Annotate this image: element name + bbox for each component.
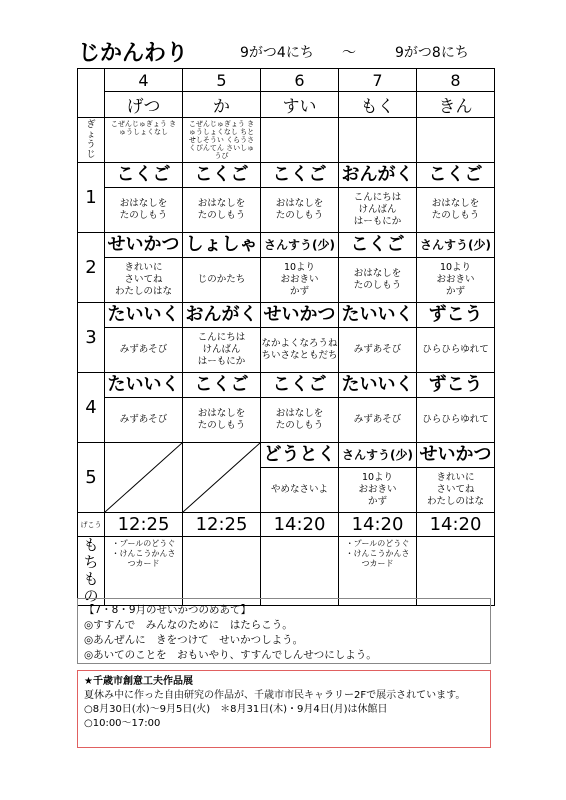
morning-note: こぜんじゅぎょう きゅうしょくなし ちとせしそうい くらうさくぴんてん さいしゅうび <box>183 118 261 163</box>
period-number: 5 <box>78 443 105 513</box>
lesson-description <box>105 188 182 232</box>
label-char: の <box>83 587 99 605</box>
lesson-description <box>261 258 338 302</box>
day-name: か <box>183 92 261 118</box>
diagonal-strike <box>183 443 260 512</box>
belongings-cell <box>417 537 495 606</box>
day-number: 5 <box>183 69 261 92</box>
description-line: みずあそび <box>119 344 168 355</box>
lesson-description <box>417 468 494 512</box>
dismissal-time: 14:20 <box>261 513 339 537</box>
description-line: こんにちは <box>197 332 246 343</box>
lesson-description <box>105 328 182 372</box>
subject-name: せいかつ <box>417 443 494 468</box>
subject-name: たいいく <box>105 303 182 328</box>
belonging-item: ・プールのどうぐ <box>345 539 410 548</box>
lesson-cell <box>105 163 183 233</box>
lesson-cell <box>183 373 261 443</box>
label-char: ょ <box>86 130 96 140</box>
description-line: きれいに <box>124 262 163 273</box>
belongings-cell <box>105 537 183 606</box>
lesson-description <box>105 398 182 442</box>
belongings-row <box>78 537 495 606</box>
lesson-cell <box>183 163 261 233</box>
description-line: みずあそび <box>353 344 402 355</box>
empty-slot <box>183 443 261 513</box>
description-line: おはなしを <box>275 408 324 419</box>
timetable <box>77 68 495 606</box>
description-line: たのしもう <box>431 210 480 221</box>
subject-name: さんすう(少) <box>417 233 494 258</box>
lesson-cell <box>417 373 495 443</box>
period-row <box>78 373 495 443</box>
description-line: たのしもう <box>275 210 324 221</box>
description-line: けんばん <box>202 344 241 355</box>
subject-name: ずこう <box>417 303 494 328</box>
description-line: わたしのはな <box>114 286 172 297</box>
day-name: きん <box>417 92 495 118</box>
day-name: げつ <box>105 92 183 118</box>
subject-name: どうとく <box>261 443 338 468</box>
lesson-description <box>339 188 416 232</box>
description-line: かず <box>367 496 387 507</box>
dismissal-row <box>78 513 495 537</box>
description-line: おはなしを <box>197 198 246 209</box>
day-name: もく <box>339 92 417 118</box>
lesson-cell <box>183 303 261 373</box>
morning-row <box>78 118 495 163</box>
label-char: う <box>86 140 96 150</box>
subject-name: おんがく <box>183 303 260 328</box>
description-line: たのしもう <box>275 420 324 431</box>
lesson-cell <box>417 443 495 513</box>
corner-cell <box>78 69 105 118</box>
lesson-cell <box>339 163 417 233</box>
dismissal-time: 12:25 <box>105 513 183 537</box>
description-line: なかよくなろうね <box>261 338 338 349</box>
date-range-start: 9がつ4にち <box>240 45 314 61</box>
lesson-description <box>183 258 260 302</box>
belongings-cell <box>339 537 417 606</box>
subject-name: こくご <box>339 233 416 258</box>
lesson-description <box>183 328 260 372</box>
description-line: おおきい <box>280 274 319 285</box>
lesson-cell <box>417 163 495 233</box>
description-line: こんにちは <box>353 192 402 203</box>
notice-line: ○10:00～17:00 <box>84 718 161 729</box>
description-line: おおきい <box>436 274 475 285</box>
morning-note: こぜんじゅぎょう きゅうしょくなし <box>105 118 183 163</box>
subject-name: たいいく <box>105 373 182 398</box>
description-line: かず <box>289 286 309 297</box>
day-number-row <box>78 69 495 92</box>
lesson-description <box>261 398 338 442</box>
subject-name: こくご <box>183 163 260 188</box>
description-line: はーもにか <box>353 216 402 227</box>
description-line: たのしもう <box>197 210 246 221</box>
description-line: わたしのはな <box>426 496 484 507</box>
lesson-description <box>417 328 494 372</box>
lesson-cell <box>339 373 417 443</box>
date-range-separator: ～ <box>342 45 356 61</box>
description-line: たのしもう <box>119 210 168 221</box>
description-line: やめなさいよ <box>270 484 328 495</box>
day-number: 7 <box>339 69 417 92</box>
belonging-item: ・けんこうかんさつカード <box>111 549 176 568</box>
goals-line: ◎あいてのことを おもいやり、すすんでしんせつにしよう。 <box>84 649 377 661</box>
period-number: 4 <box>78 373 105 443</box>
lesson-description <box>417 398 494 442</box>
subject-name: たいいく <box>339 373 416 398</box>
subject-name: こくご <box>261 373 338 398</box>
description-line: さいてね <box>436 484 475 495</box>
day-name: すい <box>261 92 339 118</box>
subject-name: こくご <box>417 163 494 188</box>
subject-name: ずこう <box>417 373 494 398</box>
empty-slot <box>105 443 183 513</box>
lesson-cell <box>183 233 261 303</box>
subject-name: おんがく <box>339 163 416 188</box>
lesson-cell <box>417 303 495 373</box>
day-name-row <box>78 92 495 118</box>
description-line: みずあそび <box>353 414 402 425</box>
label-char: ち <box>83 553 99 571</box>
subject-name: さんすう(少) <box>261 233 338 258</box>
subject-name: たいいく <box>339 303 416 328</box>
belonging-item: ・けんこうかんさつカード <box>345 549 410 568</box>
description-line: 10より <box>361 472 394 483</box>
description-line: はーもにか <box>197 356 246 367</box>
morning-note <box>417 118 495 163</box>
lesson-cell <box>105 303 183 373</box>
goals-line: ◎すすんで みんなのために はたらこう。 <box>84 619 293 631</box>
lesson-description <box>417 188 494 232</box>
description-line: おはなしを <box>431 198 480 209</box>
lesson-cell <box>261 303 339 373</box>
period-number: 3 <box>78 303 105 373</box>
notice-line: ○8月30日(水)～9月5日(火) ＊8月31日(木)・9月4日(月)は休館日 <box>84 704 388 715</box>
lesson-cell <box>261 443 339 513</box>
label-char: ぎ <box>86 120 96 130</box>
belongings-cell <box>261 537 339 606</box>
lesson-description <box>261 328 338 372</box>
day-number: 6 <box>261 69 339 92</box>
period-row <box>78 443 495 513</box>
lesson-cell <box>339 443 417 513</box>
subject-name: せいかつ <box>261 303 338 328</box>
morning-note <box>261 118 339 163</box>
page-title: じかんわり <box>78 41 189 66</box>
lesson-description <box>105 258 182 302</box>
label-char: じ <box>86 150 96 160</box>
subject-name: こくご <box>261 163 338 188</box>
lesson-description <box>417 258 494 302</box>
description-line: おはなしを <box>197 408 246 419</box>
lesson-description <box>183 188 260 232</box>
lesson-description <box>339 328 416 372</box>
lesson-description <box>261 188 338 232</box>
lesson-cell <box>105 373 183 443</box>
day-number: 4 <box>105 69 183 92</box>
belongings-cell <box>183 537 261 606</box>
notice-line: 夏休み中に作った自由研究の作品が、千歳市市民キャラリー2Fで展示されています。 <box>84 690 466 701</box>
day-number: 8 <box>417 69 495 92</box>
lesson-description <box>339 468 416 512</box>
dismissal-time: 12:25 <box>183 513 261 537</box>
description-line: きれいに <box>436 472 475 483</box>
subject-name: さんすう(少) <box>339 443 416 468</box>
label-char: も <box>83 570 99 588</box>
description-line: 10より <box>283 262 316 273</box>
subject-name: こくご <box>183 373 260 398</box>
goals-line: ◎あんぜんに きをつけて せいかつしよう。 <box>84 634 304 646</box>
notice-box <box>77 670 491 748</box>
description-line: おはなしを <box>275 198 324 209</box>
belonging-item: ・プールのどうぐ <box>111 539 176 548</box>
period-row <box>78 303 495 373</box>
description-line: おはなしを <box>353 268 402 279</box>
diagonal-strike <box>105 443 182 512</box>
dismissal-time: 14:20 <box>417 513 495 537</box>
lesson-cell <box>105 233 183 303</box>
dismissal-label: げこう <box>78 513 105 537</box>
subject-name: しょしゃ <box>183 233 260 258</box>
description-line: かず <box>445 286 465 297</box>
goals-box <box>77 598 491 664</box>
lesson-cell <box>339 303 417 373</box>
goals-heading: 【7・8・9月のせいかつのめあて】 <box>84 604 252 616</box>
period-row <box>78 233 495 303</box>
lesson-cell <box>261 163 339 233</box>
description-line: けんばん <box>358 204 397 215</box>
period-number: 2 <box>78 233 105 303</box>
description-line: おおきい <box>358 484 397 495</box>
morning-label <box>78 118 105 163</box>
date-range-end: 9がつ8にち <box>395 45 469 61</box>
lesson-cell <box>339 233 417 303</box>
description-line: たのしもう <box>353 280 402 291</box>
lesson-description <box>339 398 416 442</box>
lesson-cell <box>261 373 339 443</box>
lesson-cell <box>261 233 339 303</box>
dismissal-time: 14:20 <box>339 513 417 537</box>
subject-name: こくご <box>105 163 182 188</box>
description-line: みずあそび <box>119 414 168 425</box>
belongings-label <box>78 537 105 606</box>
lesson-description <box>183 398 260 442</box>
description-line: ひらひらゆれて <box>422 344 489 355</box>
description-line: じのかたち <box>197 274 246 285</box>
subject-name: せいかつ <box>105 233 182 258</box>
period-row <box>78 163 495 233</box>
label-char: も <box>83 536 99 554</box>
description-line: ひらひらゆれて <box>422 414 489 425</box>
notice-heading: ★千歳市創意工夫作品展 <box>84 676 193 687</box>
lesson-description <box>261 468 338 512</box>
lesson-cell <box>417 233 495 303</box>
morning-note <box>339 118 417 163</box>
lesson-description <box>339 258 416 302</box>
period-number: 1 <box>78 163 105 233</box>
description-line: おはなしを <box>119 198 168 209</box>
description-line: ちいさなともだち <box>261 350 338 361</box>
description-line: さいてね <box>124 274 163 285</box>
description-line: たのしもう <box>197 420 246 431</box>
description-line: 10より <box>439 262 472 273</box>
